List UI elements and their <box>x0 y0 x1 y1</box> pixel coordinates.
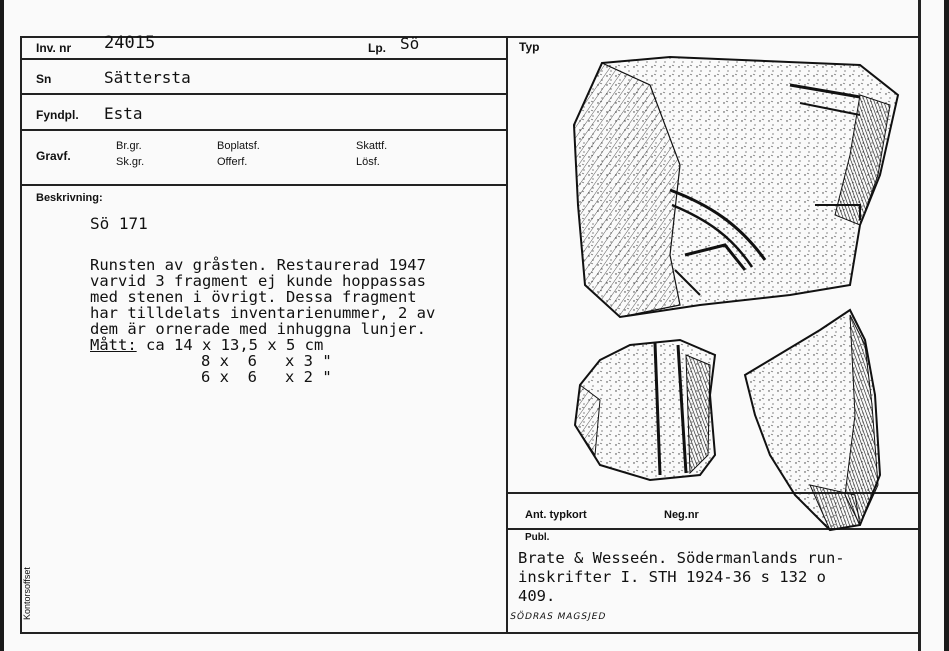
printer-label: Kontorsoffset <box>22 567 32 620</box>
description-line: Runsten av gråsten. Restaurerad 1947 <box>90 256 426 274</box>
matt-label: Mått: <box>90 336 137 354</box>
category-br-gr: Br.gr. <box>116 140 142 152</box>
fyndpl-value: Esta <box>104 104 143 123</box>
category-boplatsf: Boplatsf. <box>217 140 260 152</box>
left-rule <box>20 36 22 634</box>
publ-line: 409. <box>518 587 556 605</box>
publ-label: Publ. <box>525 532 550 543</box>
ant-typkort-label: Ant. typkort <box>525 509 587 521</box>
rune-stone-drawing <box>560 55 910 535</box>
description-text <box>90 257 435 385</box>
category-sk-gr: Sk.gr. <box>116 156 145 168</box>
main-fragment <box>574 57 898 317</box>
description-line: har tilldelats inventarienummer, 2 av <box>90 304 436 322</box>
handwritten-note: SÖDRAS MAGSJED <box>508 612 608 622</box>
description-line: dem är ornerade med inhuggna lunjer. <box>90 320 426 338</box>
inv-nr-value: 24015 <box>104 33 156 53</box>
sn-label: Sn <box>36 72 52 86</box>
rule-gravf <box>20 184 507 186</box>
measurements-line <box>90 369 435 385</box>
rule-sn <box>20 93 507 95</box>
fyndpl-label: Fyndpl. <box>36 108 79 122</box>
category-losf: Lösf. <box>356 156 380 168</box>
measurement-3: 6 x 6 x 2 " <box>201 368 332 386</box>
measurement-1: ca 14 x 13,5 x 5 cm <box>146 336 324 354</box>
fragment-lower-right <box>745 310 880 530</box>
description-line: med stenen i övrigt. Dessa fragment <box>90 288 417 306</box>
measurements-line <box>90 353 435 369</box>
typ-label: Typ <box>519 40 540 54</box>
beskrivning-label: Beskrivning: <box>36 192 103 204</box>
bottom-rule <box>20 632 920 634</box>
inv-nr-label: Inv. nr <box>36 41 72 55</box>
sn-value: Sättersta <box>104 68 191 87</box>
publ-line: inskrifter I. STH 1924-36 s 132 o <box>518 568 826 586</box>
lp-label: Lp. <box>368 41 386 55</box>
measurements-line <box>90 337 435 353</box>
card-right-edge <box>918 0 921 651</box>
description-line: varvid 3 fragment ej kunde hoppassas <box>90 272 426 290</box>
publ-line: Brate & Wesseén. Södermanlands run- <box>518 549 845 567</box>
rule-inv <box>20 58 507 60</box>
inscription-ref: Sö 171 <box>90 214 148 233</box>
measurement-2: 8 x 6 x 3 " <box>201 352 332 370</box>
rule-fyndpl <box>20 129 507 131</box>
fragment-lower-left <box>575 340 715 480</box>
center-rule <box>506 36 508 634</box>
publication-text <box>518 549 845 606</box>
neg-nr-label: Neg.nr <box>664 509 699 521</box>
lp-value: Sö <box>400 34 420 53</box>
gravf-label: Gravf. <box>36 149 71 163</box>
category-offerf: Offerf. <box>217 156 248 168</box>
category-skattf: Skattf. <box>356 140 388 152</box>
